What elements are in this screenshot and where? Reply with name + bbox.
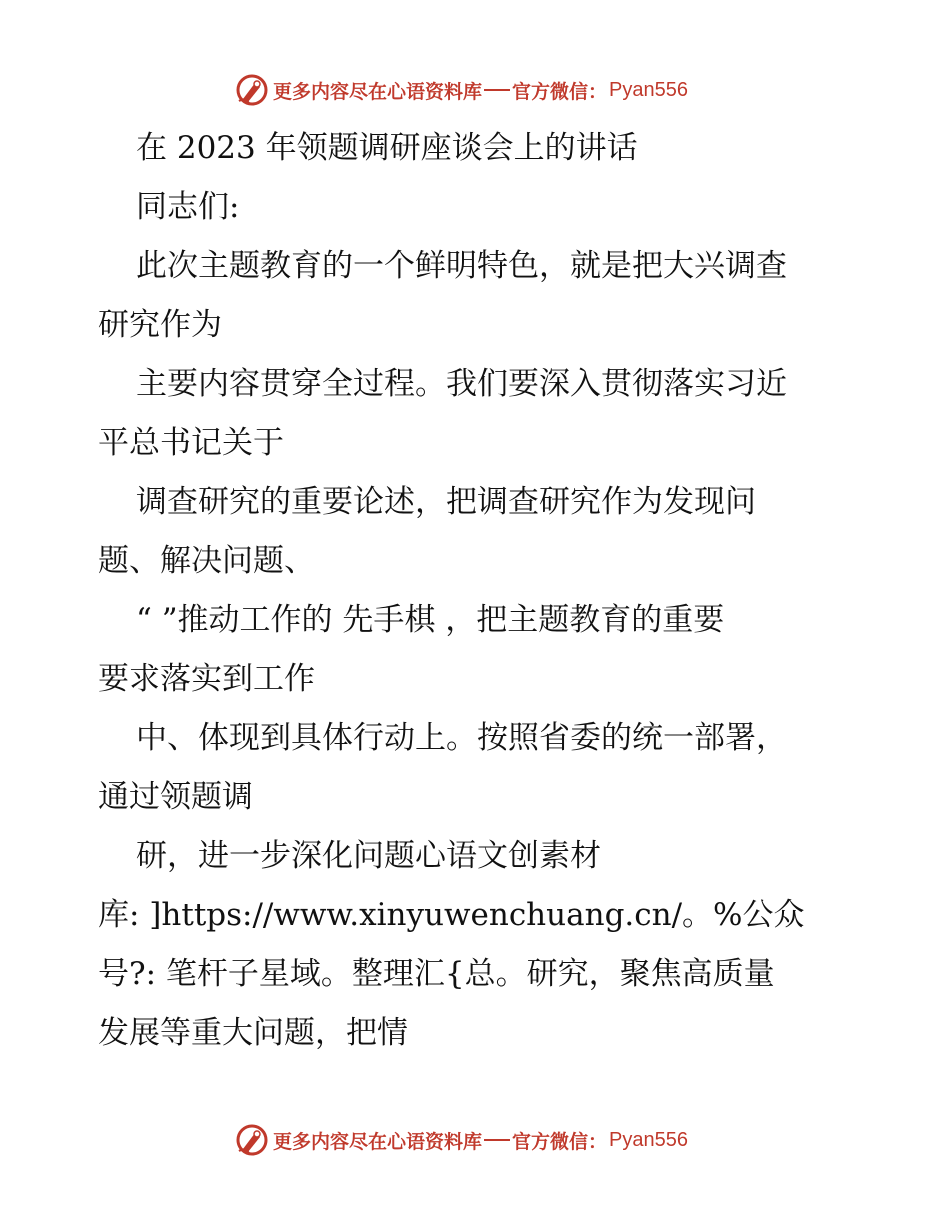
document-body [98, 119, 858, 1063]
salutation: 同志们: [136, 189, 240, 225]
body-line: 平总书记关于 [98, 425, 284, 461]
pen-logo-icon [235, 73, 269, 107]
header-banner-dash [484, 89, 510, 91]
pen-logo-icon [235, 1123, 269, 1157]
footer-banner [235, 1120, 688, 1160]
header-banner-contact-label: 官方微信： [512, 80, 608, 103]
header-banner [235, 70, 688, 110]
body-line: 通过领题调 [98, 779, 253, 815]
footer-banner-contact-id: Pyan556 [609, 1128, 688, 1151]
body-line: 研究作为 [98, 307, 222, 343]
document-title: 在 2023 年领题调研座谈会上的讲话 [136, 130, 638, 166]
body-line: 发展等重大问题，把情 [98, 1015, 408, 1051]
footer-banner-contact-label: 官方微信： [512, 1130, 608, 1153]
header-banner-contact-id: Pyan556 [609, 78, 688, 101]
body-line: 要求落实到工作 [98, 661, 315, 697]
body-line: 题、解决问题、 [98, 543, 315, 579]
body-line: 主要内容贯穿全过程。我们要深入贯彻落实习近 [136, 366, 787, 402]
body-line: “ ”推动工作的 先手棋 ，把主题教育的重要 [136, 602, 725, 638]
body-line: 研，进一步深化问题心语文创素材 [136, 838, 601, 874]
header-banner-text: 更多内容尽在心语资料库 [273, 80, 483, 103]
body-line: 号?: 笔杆子星域。整理汇{总。研究，聚焦高质量 [98, 956, 775, 992]
body-line: 库: ]https://www.xinyuwenchuang.cn/。%公众 [98, 897, 805, 933]
body-line: 调查研究的重要论述，把调查研究作为发现问 [136, 484, 756, 520]
body-line: 此次主题教育的一个鲜明特色，就是把大兴调查 [136, 248, 787, 284]
footer-banner-text: 更多内容尽在心语资料库 [273, 1130, 483, 1153]
footer-banner-dash [484, 1139, 510, 1141]
body-line: 中、体现到具体行动上。按照省委的统一部署， [136, 720, 787, 756]
